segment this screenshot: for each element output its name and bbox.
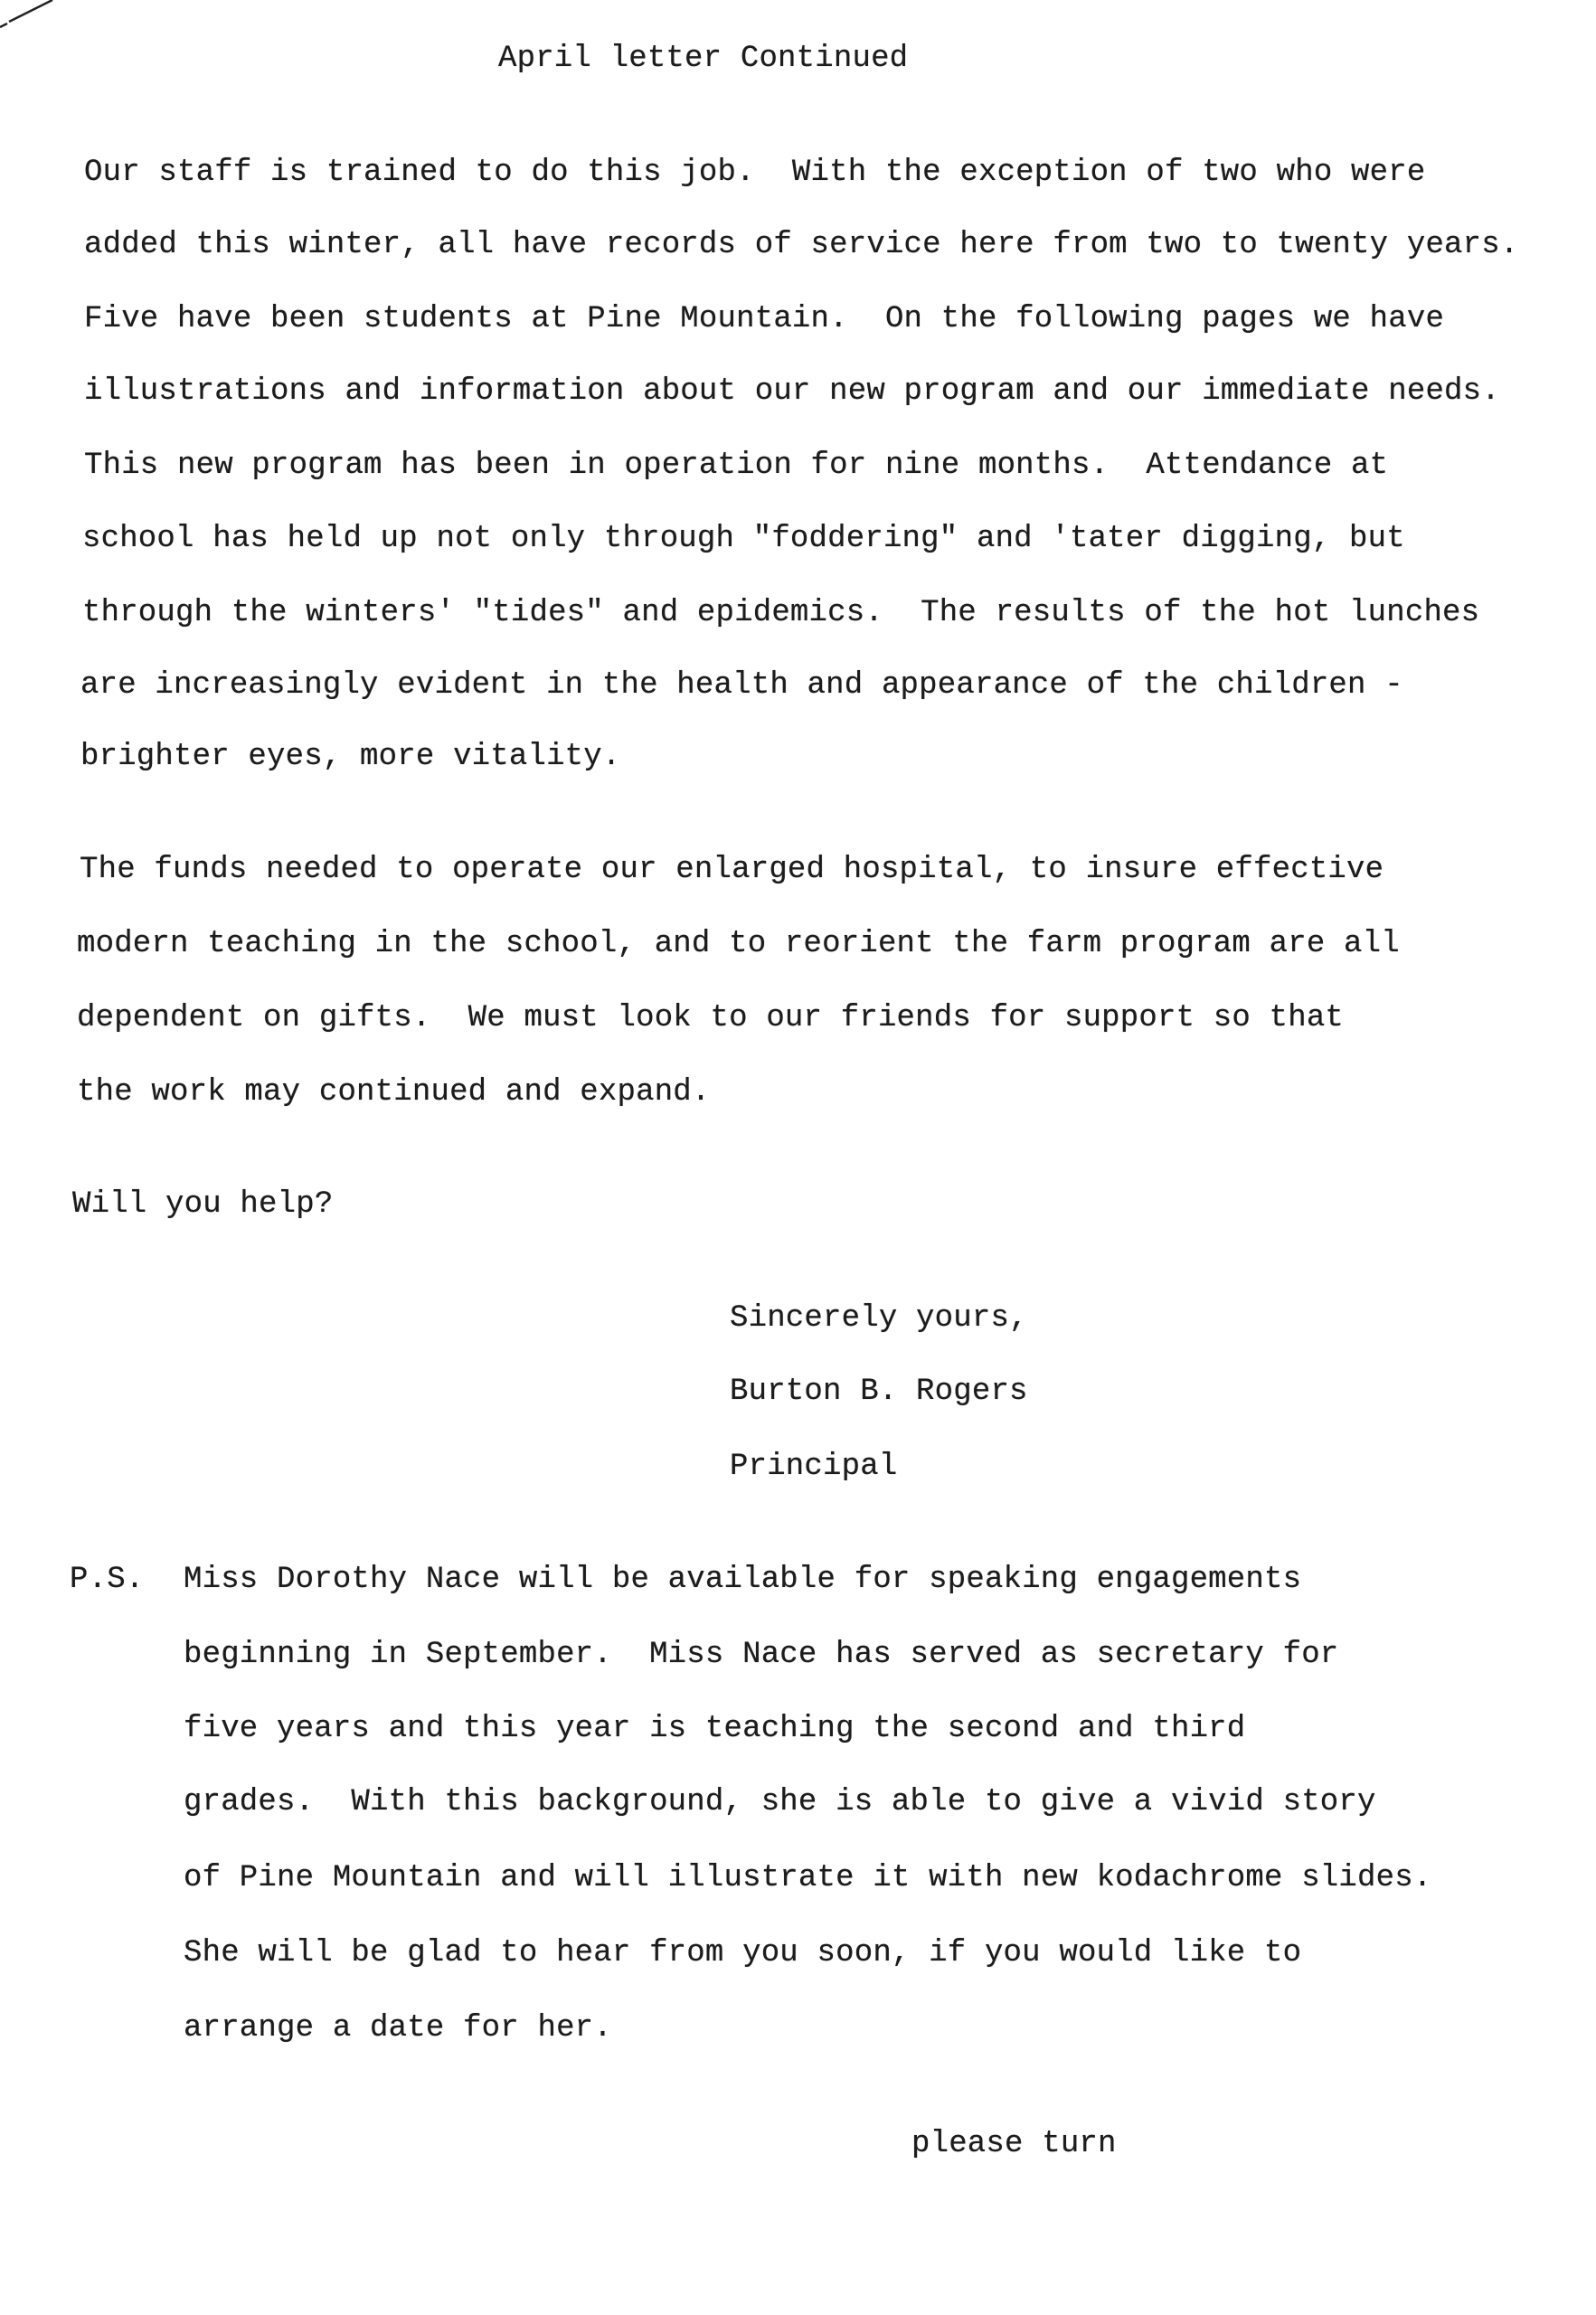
- text-line: arrange a date for her.: [184, 2011, 612, 2046]
- text-line: through the winters' "tides" and epidemics. The results of the hot lunches: [82, 596, 1480, 630]
- text-line: The funds needed to operate our enlarged hospital, to insure effective: [80, 853, 1384, 887]
- text-line: grades. With this background, she is able to give a vivid story: [184, 1785, 1376, 1819]
- text-line: dependent on gifts. We must look to our friends for support so that: [77, 1001, 1345, 1035]
- text-line: the work may continued and expand.: [77, 1075, 711, 1110]
- text-line: illustrations and information about our new program and our immediate needs.: [84, 374, 1500, 409]
- closing-salutation: Sincerely yours,: [730, 1301, 1028, 1336]
- text-line: She will be glad to hear from you soon, if you would like to: [184, 1936, 1302, 1970]
- pen-stroke-mark: [0, 0, 72, 45]
- text-line: of Pine Mountain and will illustrate it with new kodachrome slides.: [184, 1861, 1432, 1895]
- text-line: Our staff is trained to do this job. With the exception of two who were: [84, 156, 1426, 190]
- question-line: Will you help?: [72, 1187, 334, 1222]
- text-line: school has held up not only through "foddering" and 'tater digging, but: [82, 522, 1405, 556]
- text-line: beginning in September. Miss Nace has served as secretary for: [184, 1638, 1339, 1672]
- text-line: Five have been students at Pine Mountain. On the following pages we have: [84, 302, 1445, 336]
- postscript-label: P.S.: [70, 1563, 145, 1597]
- signer-title: Principal: [730, 1450, 898, 1484]
- please-turn-note: please turn: [911, 2127, 1117, 2161]
- text-line: five years and this year is teaching the second and third: [184, 1712, 1246, 1746]
- signer-name: Burton B. Rogers: [730, 1375, 1028, 1409]
- text-line: Miss Dorothy Nace will be available for speaking engagements: [184, 1563, 1302, 1597]
- text-line: brighter eyes, more vitality.: [80, 740, 621, 774]
- text-line: This new program has been in operation for nine months. Attendance at: [84, 449, 1389, 483]
- page-title: April letter Continued: [498, 42, 909, 76]
- text-line: modern teaching in the school, and to reorient the farm program are all: [77, 927, 1400, 961]
- text-line: are increasingly evident in the health and appearance of the children -: [80, 668, 1403, 703]
- text-line: added this winter, all have records of service here from two to twenty years.: [84, 228, 1519, 262]
